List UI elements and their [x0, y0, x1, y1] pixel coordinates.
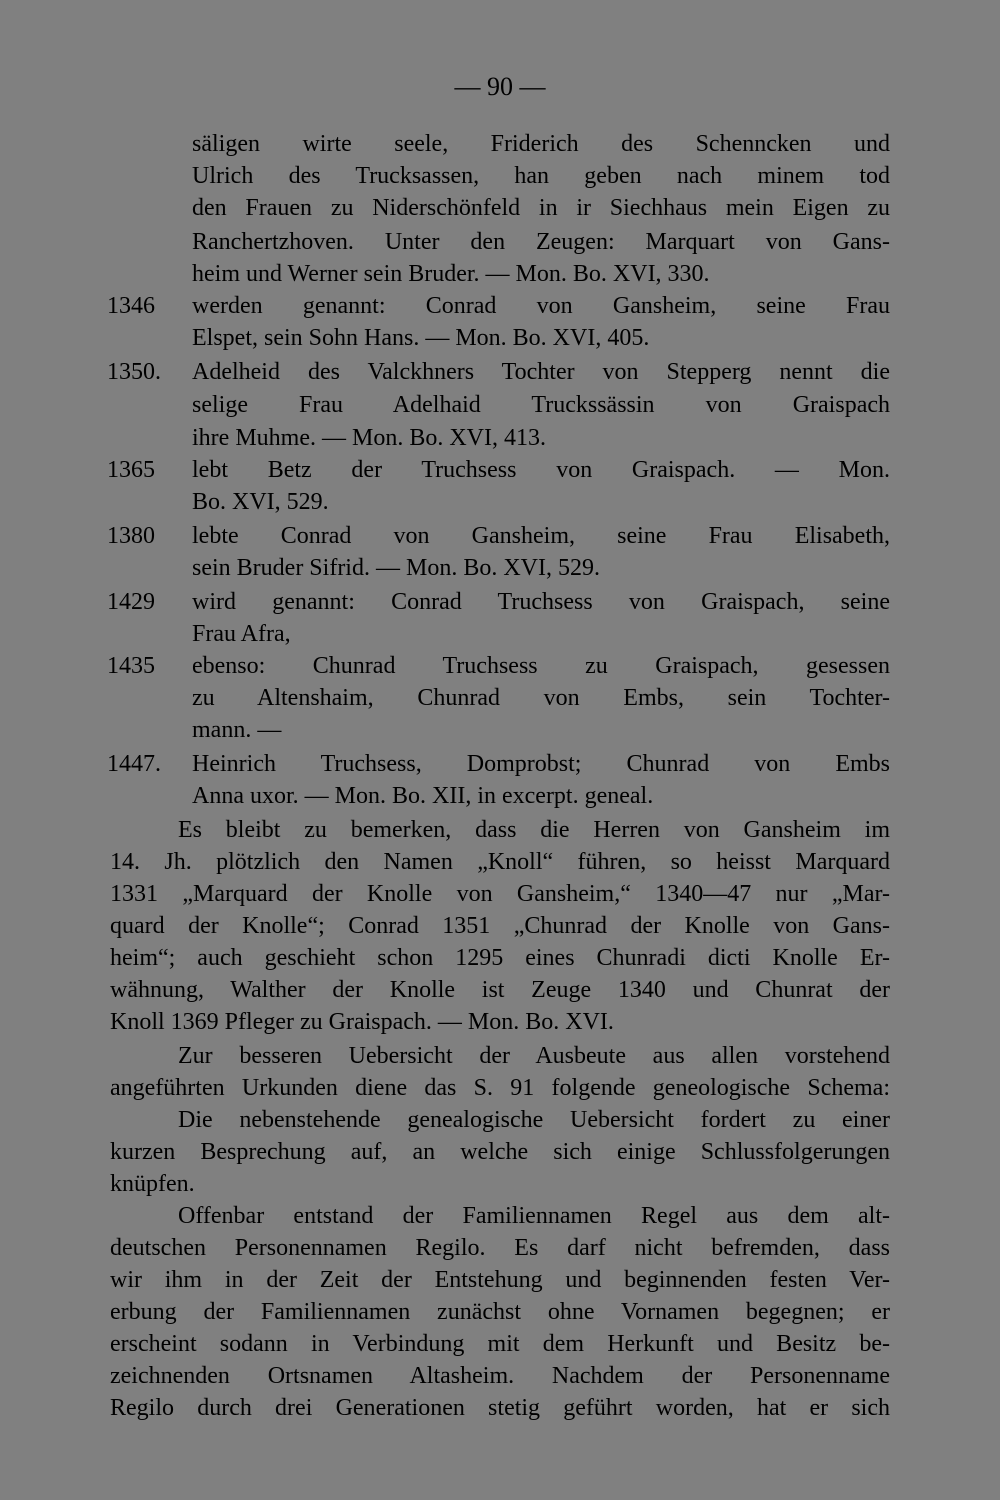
entry-line: mann. —: [192, 717, 282, 743]
body-line: heim“; auch geschieht schon 1295 eines Chunradi dicti Knolle Er-: [110, 945, 890, 971]
entry-line: ebenso: Chunrad Truchsess zu Graispach, gesessen: [192, 653, 890, 679]
body-line: 1331 „Marquard der Knolle von Gansheim,“ 1340—47 nur „Mar-: [110, 881, 890, 907]
page-number: — 90 —: [454, 72, 546, 101]
entry-line: Adelheid des Valckhners Tochter von Stepperg nennt die: [192, 359, 890, 385]
body-line: 14. Jh. plötzlich den Namen „Knoll“ führen, so heisst Marquard: [110, 849, 890, 875]
intro-line: säligen wirte seele, Friderich des Schenncken und: [192, 131, 890, 157]
body-line: Regilo durch drei Generationen stetig geführt worden, hat er sich: [110, 1395, 890, 1421]
body-line: kurzen Besprechung auf, an welche sich einige Schlussfolgerungen: [110, 1139, 890, 1165]
body-line: Offenbar entstand der Familiennamen Regel aus dem alt-: [178, 1203, 890, 1229]
intro-line: den Frauen zu Niderschönfeld in ir Siechhaus mein Eigen zu: [192, 195, 890, 221]
entry-line: sein Bruder Sifrid. — Mon. Bo. XVI, 529.: [192, 555, 600, 581]
body-line: knüpfen.: [110, 1171, 195, 1197]
intro-line: Ulrich des Trucksassen, han geben nach minem tod: [192, 163, 890, 189]
entry-year: 1346: [107, 293, 155, 319]
body-line: angeführten Urkunden diene das S. 91 folgende geneologische Schema:: [110, 1075, 890, 1101]
body-line: quard der Knolle“; Conrad 1351 „Chunrad der Knolle von Gans-: [110, 913, 890, 939]
body-line: zeichnenden Ortsnamen Altasheim. Nachdem der Personenname: [110, 1363, 890, 1389]
entry-year: 1447.: [107, 751, 161, 777]
entry-line: Frau Afra,: [192, 621, 291, 647]
body-line: erbung der Familiennamen zunächst ohne Vornamen begegnen; er: [110, 1299, 890, 1325]
entry-line: lebte Conrad von Gansheim, seine Frau Elisabeth,: [192, 523, 890, 549]
body-line: Zur besseren Uebersicht der Ausbeute aus allen vorstehend: [178, 1043, 890, 1069]
entry-line: wird genannt: Conrad Truchsess von Graispach, seine: [192, 589, 890, 615]
entry-year: 1429: [107, 589, 155, 615]
entry-line: Anna uxor. — Mon. Bo. XII, in excerpt. geneal.: [192, 783, 654, 809]
body-line: deutschen Personennamen Regilo. Es darf nicht befremden, dass: [110, 1235, 890, 1261]
body-line: wir ihm in der Zeit der Entstehung und beginnenden festen Ver-: [110, 1267, 890, 1293]
entry-year: 1380: [107, 523, 155, 549]
body-line: Knoll 1369 Pfleger zu Graispach. — Mon. Bo. XVI.: [110, 1009, 614, 1035]
entry-line: Heinrich Truchsess, Domprobst; Chunrad von Embs: [192, 751, 890, 777]
entry-year: 1350.: [107, 359, 161, 385]
entry-line: werden genannt: Conrad von Gansheim, seine Frau: [192, 293, 890, 319]
entry-line: ihre Muhme. — Mon. Bo. XVI, 413.: [192, 425, 546, 451]
entry-year: 1435: [107, 653, 155, 679]
body-line: erscheint sodann in Verbindung mit dem Herkunft und Besitz be-: [110, 1331, 890, 1357]
intro-line: heim und Werner sein Bruder. — Mon. Bo. XVI, 330.: [192, 261, 710, 287]
intro-line: Ranchertzhoven. Unter den Zeugen: Marquart von Gans-: [192, 229, 890, 255]
entry-line: Bo. XVI, 529.: [192, 489, 329, 515]
entry-year: 1365: [107, 457, 155, 483]
entry-line: zu Altenshaim, Chunrad von Embs, sein Tochter-: [192, 685, 890, 711]
body-line: Es bleibt zu bemerken, dass die Herren von Gansheim im: [178, 817, 890, 843]
body-line: wähnung, Walther der Knolle ist Zeuge 1340 und Chunrat der: [110, 977, 890, 1003]
entry-line: lebt Betz der Truchsess von Graispach. — Mon.: [192, 457, 890, 483]
body-line: Die nebenstehende genealogische Uebersicht fordert zu einer: [178, 1107, 890, 1133]
entry-line: Elspet, sein Sohn Hans. — Mon. Bo. XVI, 405.: [192, 325, 650, 351]
entry-line: selige Frau Adelhaid Truckssässin von Graispach: [192, 392, 890, 418]
